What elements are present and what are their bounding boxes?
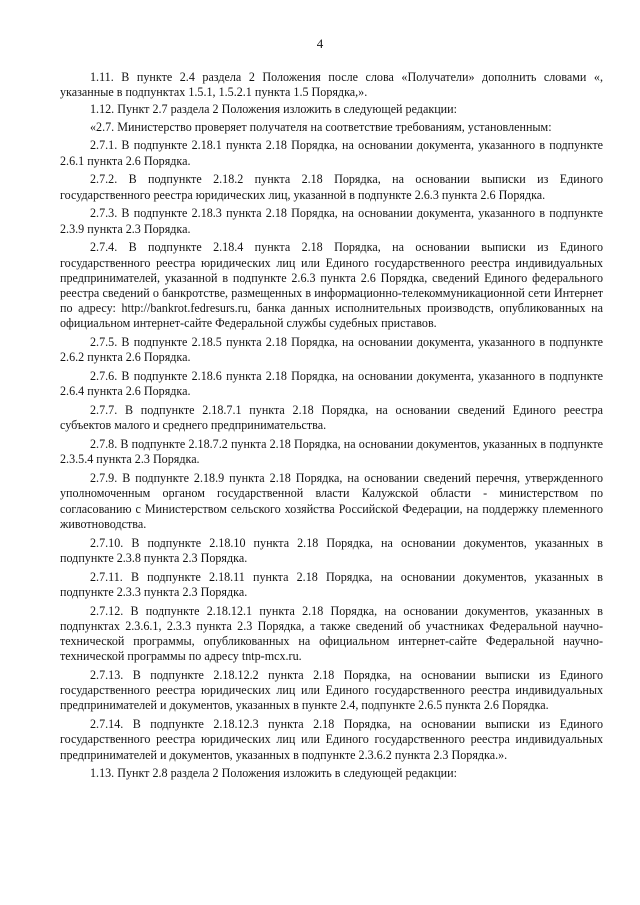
paragraph-2-7-12: 2.7.12. В подпункте 2.18.12.1 пункта 2.18 Порядка, на основании документов, указанных в подпунктах 2.3.6.1, 2.3.3 пункта 2.3 Порядка, а также сведений об участниках Федеральной научно-технической программы, опубликованных на официальном интернет-сайте Федеральной научно-технической программы по адресу tntp-mcx.ru. (60, 603, 603, 664)
paragraph-2-7-9: 2.7.9. В подпункте 2.18.9 пункта 2.18 Порядка, на основании сведений перечня, утвержденного уполномоченным органом государственной власти Калужской области - министерством по согласованию с Министерством сельского хозяйства Российской Федерации, на поддержку племенного животноводства. (60, 471, 603, 531)
paragraph-2-7-5: 2.7.5. В подпункте 2.18.5 пункта 2.18 Порядка, на основании документа, указанного в подпункте 2.6.2 пункта 2.6 Порядка. (60, 335, 603, 365)
paragraph-2-7-13: 2.7.13. В подпункте 2.18.12.2 пункта 2.18 Порядка, на основании выписки из Единого государственного реестра юридических лиц или Единого государственного реестра индивидуальных предпринимателей и документов, указанных в пункте 2.4, подпункте 2.6.5 пункта 2.6 Порядка. (60, 668, 603, 713)
paragraph-2-7-6: 2.7.6. В подпункте 2.18.6 пункта 2.18 Порядка, на основании документа, указанного в подпункте 2.6.4 пункта 2.6 Порядка. (60, 369, 603, 399)
document-body (60, 70, 603, 782)
paragraph-2-7: «2.7. Министерство проверяет получателя на соответствие требованиям, установленным: (90, 119, 552, 134)
paragraph-2-7-4: 2.7.4. В подпункте 2.18.4 пункта 2.18 Порядка, на основании выписки из Единого государственного реестра юридических лиц или Единого государственного реестра индивидуальных предпринимателей, указанной в подпункте 2.6.3 пункта 2.6 Порядка, сведений Единого федерального реестра сведений о банкротстве, размещенных в информационно-телекоммуникационной сети Интернет по адресу: http://bankrot.fedresurs.ru, банка данных исполнительных производств, опубликованных на официальном интернет-сайте Федеральной службы судебных приставов. (60, 240, 603, 331)
paragraph-2-7-11: 2.7.11. В подпункте 2.18.11 пункта 2.18 Порядка, на основании документов, указанных в подпункте 2.3.3 пункта 2.3 Порядка. (60, 569, 603, 599)
paragraph-2-7-1: 2.7.1. В подпункте 2.18.1 пункта 2.18 Порядка, на основании документа, указанного в подпункте 2.6.1 пункта 2.6 Порядка. (60, 138, 603, 168)
paragraph-2-7-14: 2.7.14. В подпункте 2.18.12.3 пункта 2.18 Порядка, на основании выписки из Единого государственного реестра юридических лиц или Единого государственного реестра индивидуальных предпринимателей и документов, указанных в подпункте 2.3.6.2 пункта 2.3 Порядка.». (60, 717, 603, 762)
paragraph-2-7-2: 2.7.2. В подпункте 2.18.2 пункта 2.18 Порядка, на основании выписки из Единого государственного реестра юридических лиц, указанной в подпункте 2.6.3 пункта 2.6 Порядка. (60, 172, 603, 202)
paragraph-2-7-7: 2.7.7. В подпункте 2.18.7.1 пункта 2.18 Порядка, на основании сведений Единого реестра субъектов малого и среднего предпринимательства. (60, 403, 603, 433)
paragraph-2-7-8: 2.7.8. В подпункте 2.18.7.2 пункта 2.18 Порядка, на основании документов, указанных в подпункте 2.3.5.4 пункта 2.3 Порядка. (60, 437, 603, 467)
paragraph-1-12: 1.12. Пункт 2.7 раздела 2 Положения изложить в следующей редакции: (90, 102, 457, 117)
page-number: 4 (316, 36, 324, 51)
paragraph-1-11: 1.11. В пункте 2.4 раздела 2 Положения после слова «Получатели» дополнить словами «, указанные в подпунктах 1.5.1, 1.5.2.1 пункта 1.5 Порядка,». (60, 70, 603, 100)
paragraph-1-13: 1.13. Пункт 2.8 раздела 2 Положения изложить в следующей редакции: (90, 766, 457, 781)
paragraph-2-7-3: 2.7.3. В подпункте 2.18.3 пункта 2.18 Порядка, на основании документа, указанного в подпункте 2.3.9 пункта 2.3 Порядка. (60, 206, 603, 236)
paragraph-2-7-10: 2.7.10. В подпункте 2.18.10 пункта 2.18 Порядка, на основании документов, указанных в подпункте 2.3.8 пункта 2.3 Порядка. (60, 535, 603, 565)
